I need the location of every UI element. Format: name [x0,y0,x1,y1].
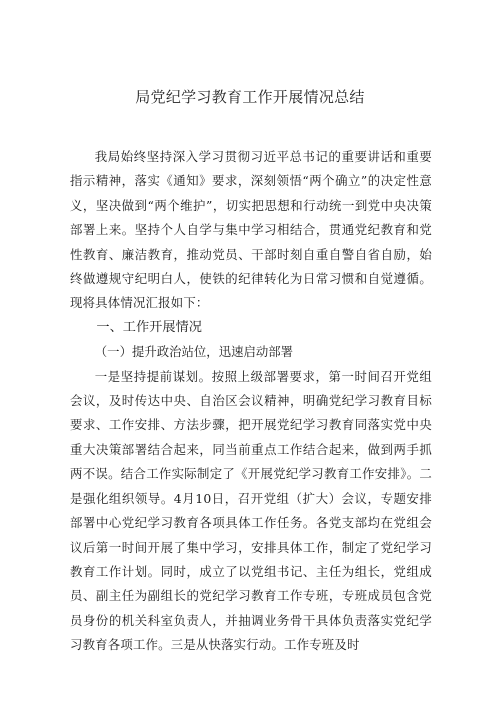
document-body [70,145,432,658]
section-heading: 一、工作开展情况 [96,319,202,335]
intro-paragraph: 我局始终坚持深入学习贯彻习近平总书记的重要讲话和重要指示精神，落实《通知》要求，深刻领悟“两个确立”的决定性意义，坚决做到“两个维护”，切实把思想和行动统一到党中央决策部署上来。坚持个人自学与集中学习相结合，贯通党纪教育和党性教育、廉洁教育，推动党员、干部时刻自重自警自省自励，始终做遵规守纪明白人，使铁的纪律转化为日常习惯和自觉遵循。现将具体情况汇报如下： [70,149,432,311]
document-title: 局党纪学习教育工作开展情况总结 [135,88,365,106]
body-paragraph: 一是坚持提前谋划。按照上级部署要求，第一时间召开党组会议，及时传达中央、自治区会议精神，明确党纪学习教育目标要求、工作安排、方法步骤，把开展党纪学习教育同落实党中央重大决策部署结合起来，同当前重点工作结合起来，做到两手抓两不误。结合工作实际制定了《开展党纪学习教育工作安排》。二是强化组织领导。4月10日，召开党组（扩大）会议，专题安排部署中心党纪学习教育各项具体工作任务。各党支部均在党组会议后第一时间开展了集中学习，安排具体工作，制定了党纪学习教育工作计划。同时，成立了以党组书记、主任为组长，党组成员、副主任为副组长的党纪学习教育工作专班，专班成员包含党员身份的机关科室负责人，并抽调业务骨干具体负责落实党纪学习教育各项工作。三是从快落实行动。工作专班及时 [70,368,432,653]
subsection-heading: （一）提升政治站位，迅速启动部署 [94,344,294,360]
